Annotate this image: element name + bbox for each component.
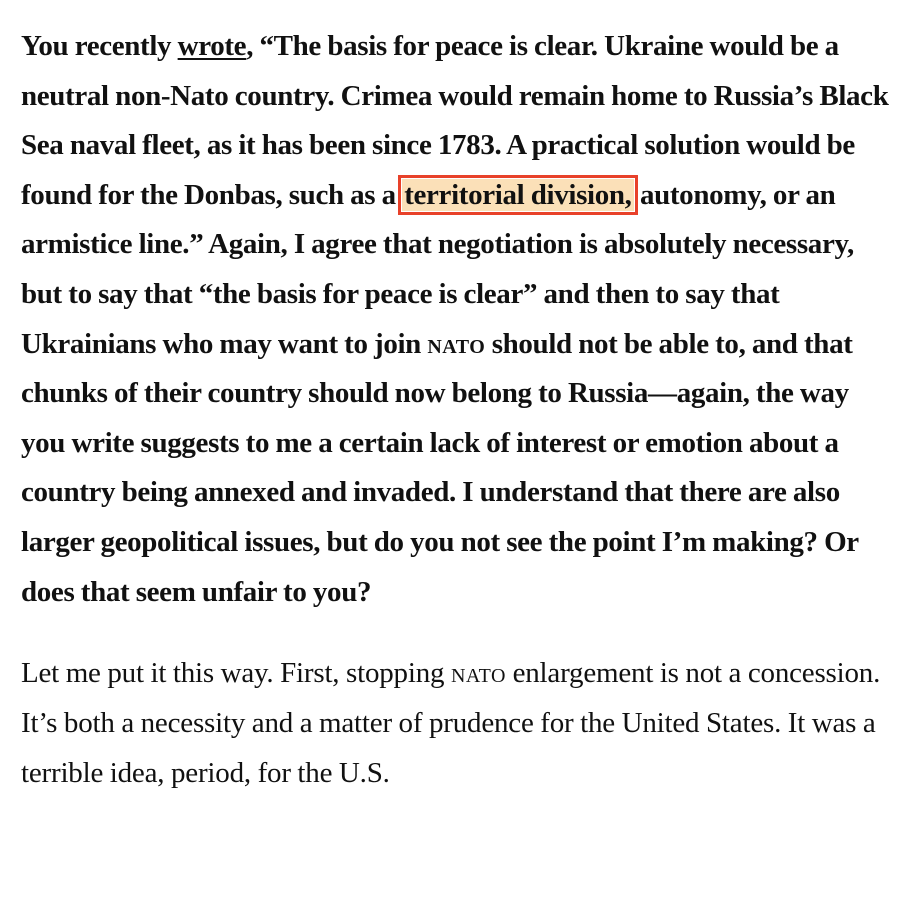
interview-answer [21,648,889,798]
answer-text-2: enlargement is not a concession. It’s both a necessity and a matter of prudence for the United States. It was a terrible idea, period, for the U.S. [21,657,881,790]
question-text-1: You recently [21,30,178,62]
answer-text-1: Let me put it this way. First, stopping [21,657,451,690]
highlighted-phrase: territorial division, [404,178,632,211]
nato-acronym-answer: nato [450,657,506,690]
question-text-2: , “The basis for peace is clear. Ukraine would be a neutral non-Nato country. Crimea would remain home to Russia’s Black Sea naval fleet, as it has been since 1783. A practical solution would be found for the Donbas, such as a [21,30,889,211]
article-body [21,22,889,798]
interview-question [21,22,889,617]
wrote-link[interactable]: wrote [177,30,247,62]
question-text-3: autonomy, or an armistice line.” Again, I agree that negotiation is absolutely necessary, but to say that “the basis for peace is clear” and then to say that Ukrainians who may want to join [21,178,854,360]
question-text-4: should not be able to, and that chunks of their country should now belong to Russia—again, the way you write suggests to me a certain lack of interest or emotion about a country being annexed and invaded. I understand that there are also larger geopolitical issues, but do you not see the point I’m making? Or does that seem unfair to you? [21,327,859,608]
nato-acronym: nato [427,327,486,360]
